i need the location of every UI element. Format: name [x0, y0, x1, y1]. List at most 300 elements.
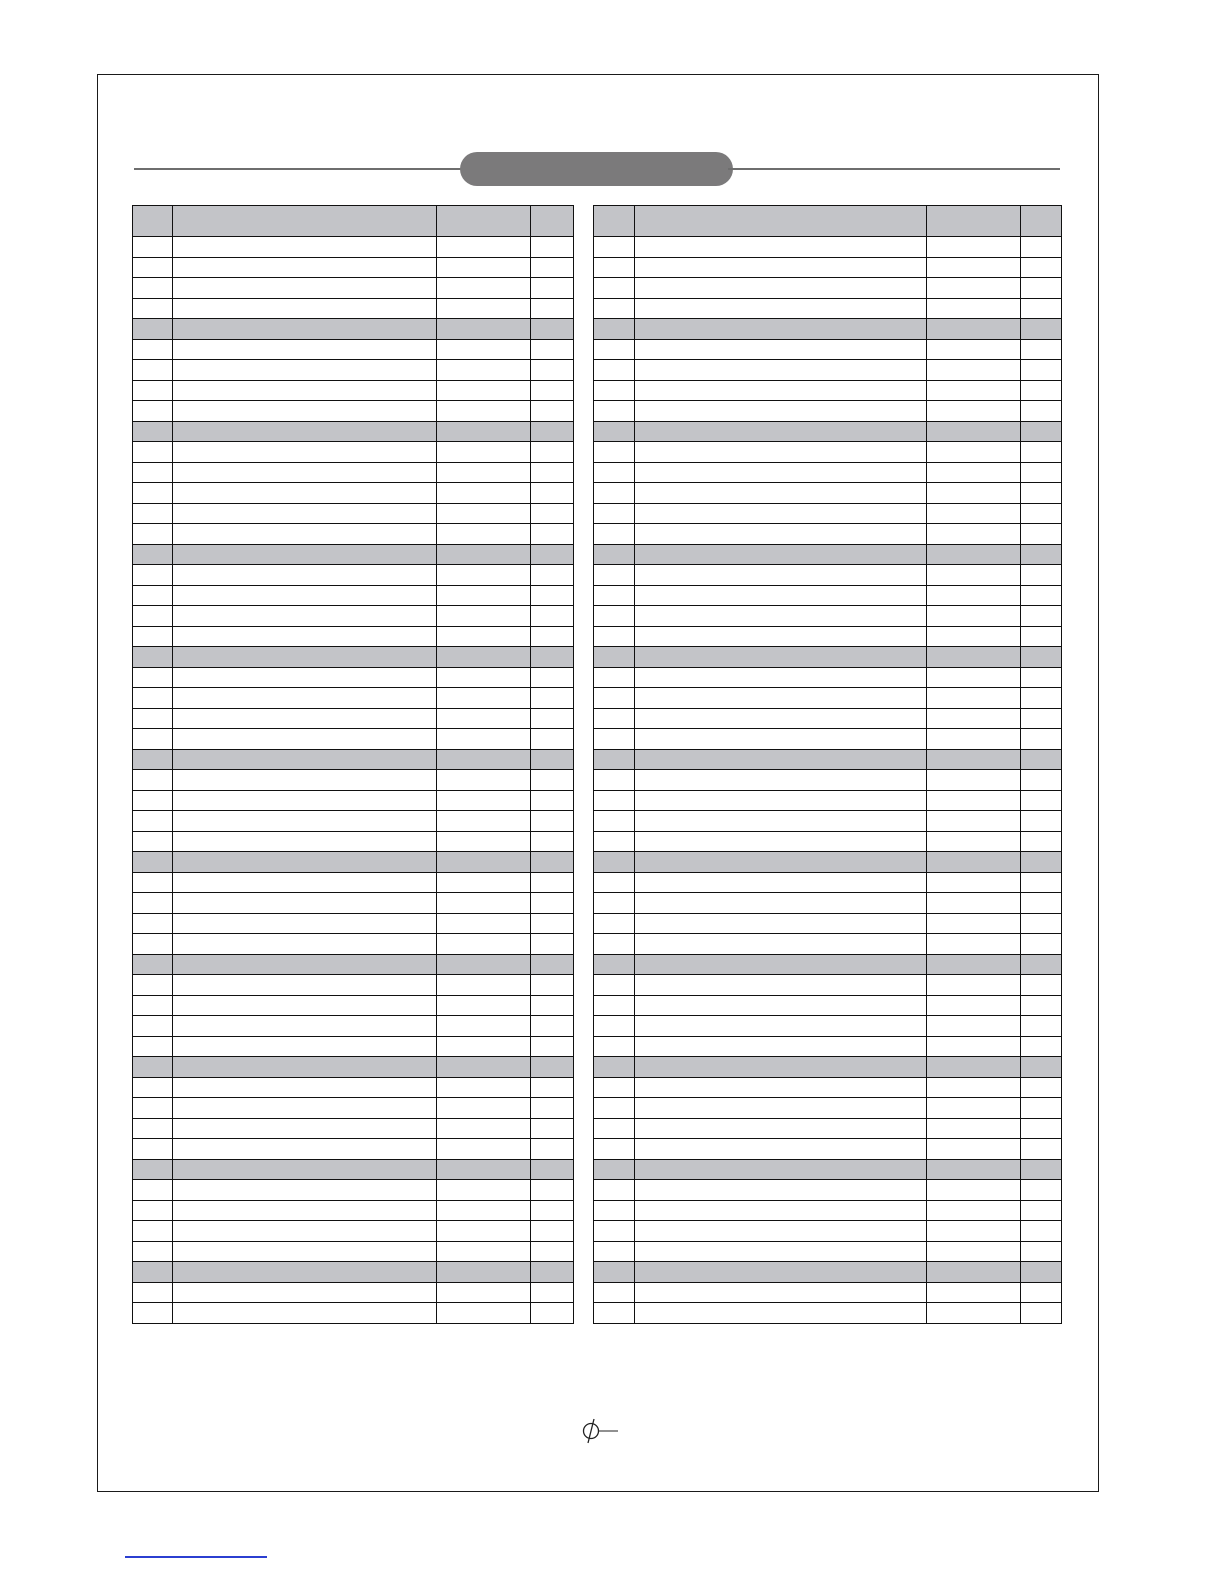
cell-part-number [927, 257, 1021, 278]
cell-number [133, 975, 173, 996]
table-row [594, 1303, 1062, 1324]
cell-description [635, 1159, 927, 1180]
cell-number [594, 667, 635, 688]
cell-number [133, 811, 173, 832]
cell-part-number [927, 872, 1021, 893]
cell-description [635, 934, 927, 955]
cell-quantity [1021, 565, 1062, 586]
cell-quantity [531, 1200, 574, 1221]
cell-number [133, 790, 173, 811]
cell-description [173, 688, 437, 709]
cell-part-number [437, 319, 531, 340]
cell-number [133, 708, 173, 729]
cell-number [594, 995, 635, 1016]
cell-number [594, 688, 635, 709]
cell-description [635, 893, 927, 914]
group-header-row [594, 319, 1062, 340]
cell-quantity [1021, 1036, 1062, 1057]
table-row [594, 831, 1062, 852]
table-row [594, 934, 1062, 955]
table-row [133, 1221, 574, 1242]
cell-quantity [531, 893, 574, 914]
cell-part-number [927, 606, 1021, 627]
cell-quantity [531, 1118, 574, 1139]
cell-description [635, 319, 927, 340]
cell-number [594, 831, 635, 852]
table-body-right [594, 237, 1062, 1324]
cell-part-number [927, 565, 1021, 586]
table-row [594, 995, 1062, 1016]
cell-part-number [927, 442, 1021, 463]
cell-quantity [1021, 298, 1062, 319]
cell-description [635, 503, 927, 524]
cell-description [635, 626, 927, 647]
cell-description [635, 401, 927, 422]
cell-quantity [1021, 626, 1062, 647]
table-row [594, 278, 1062, 299]
cell-part-number [927, 790, 1021, 811]
cell-part-number [437, 483, 531, 504]
cell-quantity [1021, 442, 1062, 463]
table-row [133, 872, 574, 893]
cell-part-number [927, 503, 1021, 524]
cell-description [173, 401, 437, 422]
cell-description [173, 811, 437, 832]
cell-quantity [1021, 770, 1062, 791]
cell-description [635, 749, 927, 770]
cell-description [173, 585, 437, 606]
cell-number [133, 688, 173, 709]
cell-number [133, 1098, 173, 1119]
cell-number [594, 462, 635, 483]
cell-description [173, 831, 437, 852]
cell-number [133, 913, 173, 934]
table-row [133, 790, 574, 811]
cell-description [635, 790, 927, 811]
cell-quantity [531, 565, 574, 586]
table-header-row [133, 206, 574, 237]
cell-description [635, 1036, 927, 1057]
cell-quantity [1021, 872, 1062, 893]
cell-quantity [1021, 606, 1062, 627]
cell-part-number [437, 1016, 531, 1037]
cell-number [133, 893, 173, 914]
cell-part-number [437, 1139, 531, 1160]
parts-table-right [593, 205, 1062, 1324]
cell-part-number [437, 462, 531, 483]
cell-part-number [437, 954, 531, 975]
table-row [133, 1098, 574, 1119]
cell-part-number [927, 1118, 1021, 1139]
cell-part-number [927, 934, 1021, 955]
cell-part-number [437, 1200, 531, 1221]
cell-part-number [927, 585, 1021, 606]
cell-description [173, 975, 437, 996]
cell-quantity [531, 954, 574, 975]
cell-part-number [927, 708, 1021, 729]
cell-number [594, 893, 635, 914]
cell-number [133, 503, 173, 524]
table-row [133, 708, 574, 729]
cell-part-number [927, 688, 1021, 709]
cell-part-number [437, 360, 531, 381]
cell-quantity [1021, 585, 1062, 606]
table-row [133, 278, 574, 299]
cell-quantity [531, 647, 574, 668]
cell-part-number [927, 1139, 1021, 1160]
cell-number [594, 565, 635, 586]
cell-quantity [531, 872, 574, 893]
cell-description [635, 1118, 927, 1139]
cell-number [594, 421, 635, 442]
cell-number [594, 1200, 635, 1221]
cell-quantity [1021, 1241, 1062, 1262]
table-row [133, 339, 574, 360]
cell-description [635, 1077, 927, 1098]
cell-part-number [927, 483, 1021, 504]
cell-part-number [437, 811, 531, 832]
table-header-row [594, 206, 1062, 237]
cell-quantity [531, 1262, 574, 1283]
cell-number [133, 442, 173, 463]
cell-part-number [437, 544, 531, 565]
cell-description [635, 606, 927, 627]
column-header-number [594, 206, 635, 237]
cell-part-number [927, 954, 1021, 975]
table-row [594, 360, 1062, 381]
cell-part-number [927, 319, 1021, 340]
cell-number [594, 811, 635, 832]
cell-part-number [927, 278, 1021, 299]
cell-number [133, 1036, 173, 1057]
cell-part-number [927, 995, 1021, 1016]
cell-part-number [437, 872, 531, 893]
cell-quantity [1021, 831, 1062, 852]
title-rule-left [134, 168, 464, 170]
table-row [133, 380, 574, 401]
table-row [133, 667, 574, 688]
cell-number [133, 298, 173, 319]
cell-number [594, 524, 635, 545]
cell-part-number [437, 1262, 531, 1283]
cell-number [594, 339, 635, 360]
cell-quantity [1021, 1057, 1062, 1078]
cell-part-number [437, 1036, 531, 1057]
table-row [133, 606, 574, 627]
cell-quantity [1021, 1200, 1062, 1221]
cell-quantity [1021, 257, 1062, 278]
cell-description [173, 298, 437, 319]
cell-number [133, 257, 173, 278]
cell-number [133, 1139, 173, 1160]
cell-part-number [437, 770, 531, 791]
table-row [133, 626, 574, 647]
cell-part-number [927, 811, 1021, 832]
cell-number [594, 913, 635, 934]
cell-part-number [437, 729, 531, 750]
cell-number [594, 360, 635, 381]
cell-number [594, 954, 635, 975]
cell-number [594, 1036, 635, 1057]
cell-description [173, 790, 437, 811]
cell-description [173, 1303, 437, 1324]
cell-description [635, 380, 927, 401]
table-row [594, 1098, 1062, 1119]
cell-description [635, 954, 927, 975]
cell-part-number [927, 831, 1021, 852]
table-row [133, 688, 574, 709]
cell-quantity [531, 934, 574, 955]
cell-description [173, 524, 437, 545]
column-header-description [635, 206, 927, 237]
table-row [594, 401, 1062, 422]
cell-part-number [437, 995, 531, 1016]
group-header-row [594, 954, 1062, 975]
group-header-row [133, 852, 574, 873]
cell-description [635, 811, 927, 832]
column-header-part-number [437, 206, 531, 237]
table-row [133, 1200, 574, 1221]
cell-number [133, 606, 173, 627]
cell-description [173, 360, 437, 381]
cell-quantity [531, 749, 574, 770]
cell-part-number [927, 770, 1021, 791]
cell-quantity [1021, 1098, 1062, 1119]
table-row [133, 1036, 574, 1057]
table-row [133, 442, 574, 463]
table-row [594, 1241, 1062, 1262]
cell-quantity [531, 1241, 574, 1262]
cell-quantity [1021, 708, 1062, 729]
table-row [594, 1118, 1062, 1139]
page-title [460, 152, 733, 186]
cell-quantity [531, 667, 574, 688]
cell-description [173, 606, 437, 627]
cell-quantity [531, 544, 574, 565]
cell-quantity [1021, 647, 1062, 668]
cell-number [133, 770, 173, 791]
title-rule-right [728, 168, 1060, 170]
cell-part-number [437, 339, 531, 360]
cell-quantity [1021, 1282, 1062, 1303]
cell-quantity [531, 688, 574, 709]
cell-quantity [1021, 1118, 1062, 1139]
cell-quantity [531, 401, 574, 422]
column-header-quantity [1021, 206, 1062, 237]
cell-part-number [437, 852, 531, 873]
cell-number [594, 544, 635, 565]
cell-number [133, 995, 173, 1016]
cell-number [133, 585, 173, 606]
table-row [133, 565, 574, 586]
table-row [133, 257, 574, 278]
cell-number [594, 708, 635, 729]
cell-part-number [437, 257, 531, 278]
cell-quantity [1021, 278, 1062, 299]
cell-number [133, 1282, 173, 1303]
footer-link-underline[interactable] [125, 1556, 267, 1558]
cell-part-number [927, 1241, 1021, 1262]
cell-number [594, 872, 635, 893]
table-row [133, 995, 574, 1016]
cell-quantity [1021, 1303, 1062, 1324]
group-header-row [133, 1159, 574, 1180]
table-row [594, 1221, 1062, 1242]
cell-number [594, 626, 635, 647]
cell-number [133, 872, 173, 893]
cell-description [635, 975, 927, 996]
table-row [594, 237, 1062, 258]
cell-quantity [531, 442, 574, 463]
cell-part-number [927, 1098, 1021, 1119]
cell-quantity [1021, 749, 1062, 770]
cell-description [173, 729, 437, 750]
cell-number [133, 954, 173, 975]
cell-part-number [927, 626, 1021, 647]
cell-description [635, 913, 927, 934]
cell-part-number [927, 1077, 1021, 1098]
cell-description [635, 1221, 927, 1242]
cell-number [594, 934, 635, 955]
cell-part-number [927, 401, 1021, 422]
cell-description [173, 483, 437, 504]
cell-part-number [437, 1057, 531, 1078]
cell-description [635, 1241, 927, 1262]
table-row [133, 462, 574, 483]
table-row [594, 790, 1062, 811]
cell-quantity [531, 360, 574, 381]
cell-description [173, 872, 437, 893]
cell-part-number [437, 831, 531, 852]
cell-number [594, 1016, 635, 1037]
group-header-row [594, 1057, 1062, 1078]
cell-quantity [531, 319, 574, 340]
cell-part-number [437, 647, 531, 668]
cell-part-number [437, 380, 531, 401]
cell-quantity [1021, 319, 1062, 340]
cell-description [635, 708, 927, 729]
cell-description [635, 339, 927, 360]
table-row [594, 872, 1062, 893]
cell-quantity [1021, 1139, 1062, 1160]
table-row [133, 831, 574, 852]
cell-quantity [1021, 667, 1062, 688]
cell-number [133, 934, 173, 955]
cell-number [594, 278, 635, 299]
cell-description [635, 1303, 927, 1324]
cell-part-number [437, 1098, 531, 1119]
cell-description [173, 1282, 437, 1303]
cell-part-number [437, 401, 531, 422]
cell-part-number [927, 1282, 1021, 1303]
cell-number [133, 1057, 173, 1078]
cell-description [173, 995, 437, 1016]
cell-number [594, 1139, 635, 1160]
cell-quantity [531, 790, 574, 811]
cell-description [635, 442, 927, 463]
table-row [594, 606, 1062, 627]
cell-quantity [1021, 1159, 1062, 1180]
cell-part-number [927, 1262, 1021, 1283]
table-row [133, 811, 574, 832]
cell-part-number [927, 1016, 1021, 1037]
cell-part-number [437, 1118, 531, 1139]
column-header-quantity [531, 206, 574, 237]
table-row [133, 1241, 574, 1262]
cell-number [133, 749, 173, 770]
table-row [594, 729, 1062, 750]
cell-number [594, 1159, 635, 1180]
table-row [594, 770, 1062, 791]
table-row [594, 524, 1062, 545]
cell-number [133, 360, 173, 381]
cell-part-number [927, 380, 1021, 401]
cell-quantity [531, 852, 574, 873]
table-row [594, 667, 1062, 688]
cell-description [635, 565, 927, 586]
cell-description [173, 544, 437, 565]
cell-number [133, 667, 173, 688]
cell-quantity [1021, 544, 1062, 565]
cell-number [594, 319, 635, 340]
cell-number [594, 647, 635, 668]
cell-part-number [437, 298, 531, 319]
cell-description [173, 421, 437, 442]
cell-description [635, 667, 927, 688]
cell-number [133, 380, 173, 401]
cell-number [594, 237, 635, 258]
cell-number [133, 729, 173, 750]
cell-quantity [531, 1159, 574, 1180]
cell-description [635, 298, 927, 319]
cell-quantity [1021, 1262, 1062, 1283]
table-row [133, 483, 574, 504]
cell-description [635, 770, 927, 791]
cell-number [133, 1016, 173, 1037]
cell-number [594, 401, 635, 422]
cell-description [173, 319, 437, 340]
cell-quantity [531, 811, 574, 832]
cell-description [635, 1282, 927, 1303]
cell-part-number [927, 1159, 1021, 1180]
cell-description [173, 1139, 437, 1160]
cell-number [594, 606, 635, 627]
group-header-row [133, 749, 574, 770]
table-row [594, 442, 1062, 463]
group-header-row [594, 749, 1062, 770]
table-row [594, 503, 1062, 524]
column-header-number [133, 206, 173, 237]
table-row [133, 729, 574, 750]
cell-part-number [437, 708, 531, 729]
cell-number [594, 442, 635, 463]
cell-part-number [437, 790, 531, 811]
cell-number [594, 852, 635, 873]
table-row [594, 257, 1062, 278]
cell-quantity [1021, 934, 1062, 955]
cell-part-number [437, 688, 531, 709]
cell-description [173, 503, 437, 524]
cell-number [594, 1077, 635, 1098]
table-row [133, 893, 574, 914]
table-row [133, 770, 574, 791]
cell-quantity [531, 462, 574, 483]
cell-number [594, 770, 635, 791]
cell-number [133, 401, 173, 422]
cell-quantity [531, 1303, 574, 1324]
cell-description [635, 831, 927, 852]
cell-quantity [531, 1036, 574, 1057]
